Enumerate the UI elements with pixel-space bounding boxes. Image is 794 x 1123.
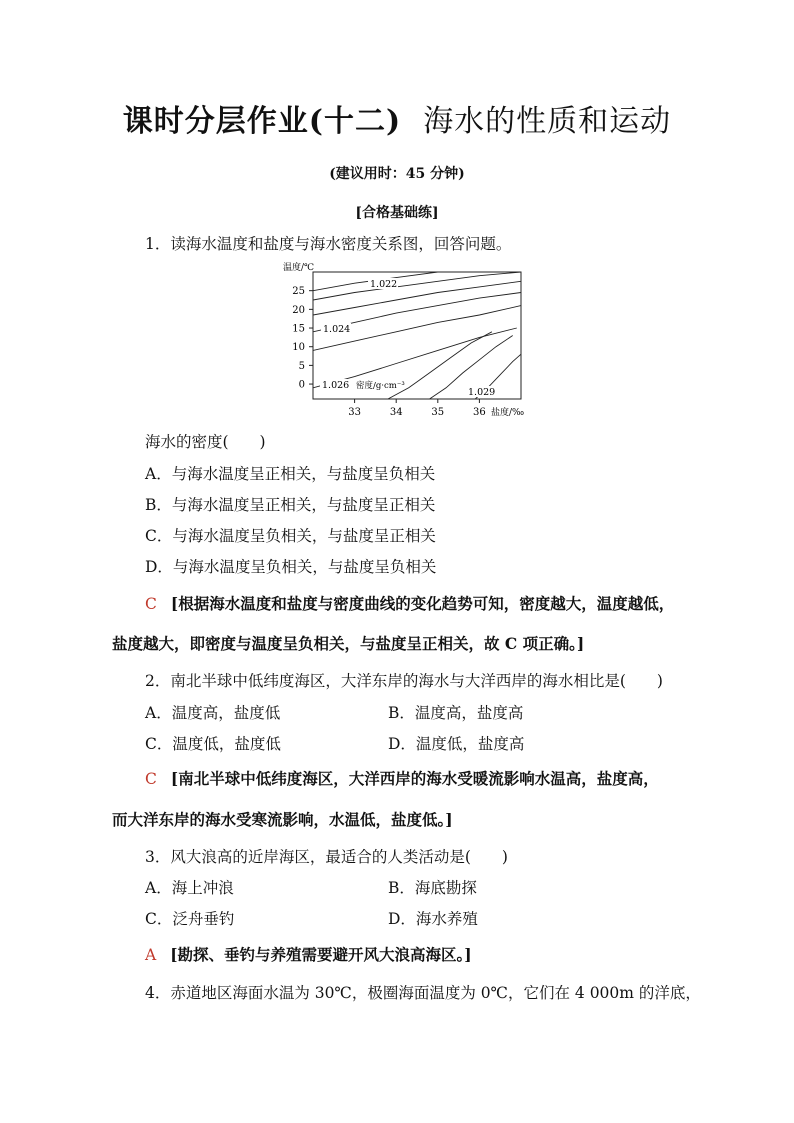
density-unit-label: 密度/g·cm⁻³: [356, 381, 405, 391]
section-label: [合格基础练]: [355, 205, 439, 221]
q3-option-c: C．泛舟垂钓: [145, 910, 235, 928]
x-tick-label: 33: [348, 407, 361, 418]
q3-answer: [145, 943, 472, 965]
q1-explanation-1: [根据海水温度和盐度与密度曲线的变化趋势可知，密度越大，温度越低，: [170, 594, 675, 613]
q3-option-d: D．海水养殖: [388, 910, 478, 928]
isoline-label: 1.024: [323, 324, 351, 335]
q1-option-c: C．与海水温度呈负相关，与盐度呈正相关: [145, 527, 436, 545]
isoline-0: [313, 265, 521, 291]
isoline-label: 1.029: [468, 387, 496, 398]
q2-option-b: B．温度高，盐度高: [388, 704, 524, 722]
y-tick-label: 25: [292, 286, 305, 298]
q2-answer-letter: C: [145, 770, 157, 788]
page-title: [0, 96, 794, 140]
q1-option-d: D．与海水温度呈负相关，与盐度呈负相关: [145, 558, 437, 576]
y-tick-label: 15: [292, 323, 305, 335]
y-tick-label: 10: [292, 342, 305, 354]
q3-stem: 3．风大浪高的近岸海区，最适合的人类活动是( ): [145, 848, 508, 866]
isoline-5: [313, 328, 517, 388]
q3-option-b: B．海底勘探: [388, 879, 477, 897]
q2-stem: 2．南北半球中低纬度海区，大洋东岸的海水与大洋西岸的海水相比是( ): [145, 672, 663, 690]
q3-answer-letter: A: [145, 946, 157, 964]
x-tick-label: 36: [473, 407, 486, 418]
x-axis-label: 盐度/‰: [491, 408, 525, 418]
isoline-label: 1.026: [322, 380, 350, 391]
q3-explanation-1: [勘探、垂钓与养殖需要避开风大浪高海区。]: [170, 945, 472, 964]
title-main: 课时分层作业(十二): [122, 104, 402, 139]
q4-stem: 4．赤道地区海面水温为 30℃，极圈海面温度为 0℃，它们在 4 000m 的洋底，: [145, 984, 701, 1002]
isoline-2: [313, 281, 521, 315]
x-tick-label: 34: [389, 407, 403, 418]
q1-option-b: B．与海水温度呈正相关，与盐度呈正相关: [145, 496, 436, 514]
q2-option-a: A．温度高，盐度低: [145, 704, 281, 722]
density-chart: [278, 262, 538, 422]
y-tick-label: 20: [292, 304, 305, 316]
q1-stem: 1．读海水温度和盐度与海水密度关系图，回答问题。: [145, 235, 512, 253]
q1-answer: [145, 592, 674, 614]
q3-option-a: A．海上冲浪: [145, 879, 234, 897]
q1-explanation-2: 盐度越大，即密度与温度呈负相关，与盐度呈正相关，故 C 项正确。]: [112, 634, 585, 653]
q1-answer-letter: C: [145, 595, 157, 613]
q2-option-d: D．温度低，盐度高: [388, 735, 525, 753]
x-tick-label: 35: [431, 407, 445, 418]
isoline-label: 1.022: [370, 279, 398, 290]
time-note: (建议用时：45 分钟): [329, 166, 465, 182]
y-tick-label: 5: [298, 360, 305, 372]
q2-explanation-1: [南北半球中低纬度海区，大洋西岸的海水受暖流影响水温高，盐度高，: [170, 769, 659, 788]
q2-answer: [145, 767, 659, 789]
q1-option-a: A．与海水温度呈正相关，与盐度呈负相关: [145, 465, 436, 483]
q2-explanation-2: 而大洋东岸的海水受寒流影响，水温低，盐度低。]: [112, 810, 453, 829]
q2-option-c: C．温度低，盐度低: [145, 735, 281, 753]
y-axis-label: 温度/℃: [283, 263, 315, 273]
q1-question: 海水的密度( ): [145, 433, 266, 451]
y-tick-label: 0: [298, 379, 305, 391]
title-sub: 海水的性质和运动: [423, 104, 672, 139]
